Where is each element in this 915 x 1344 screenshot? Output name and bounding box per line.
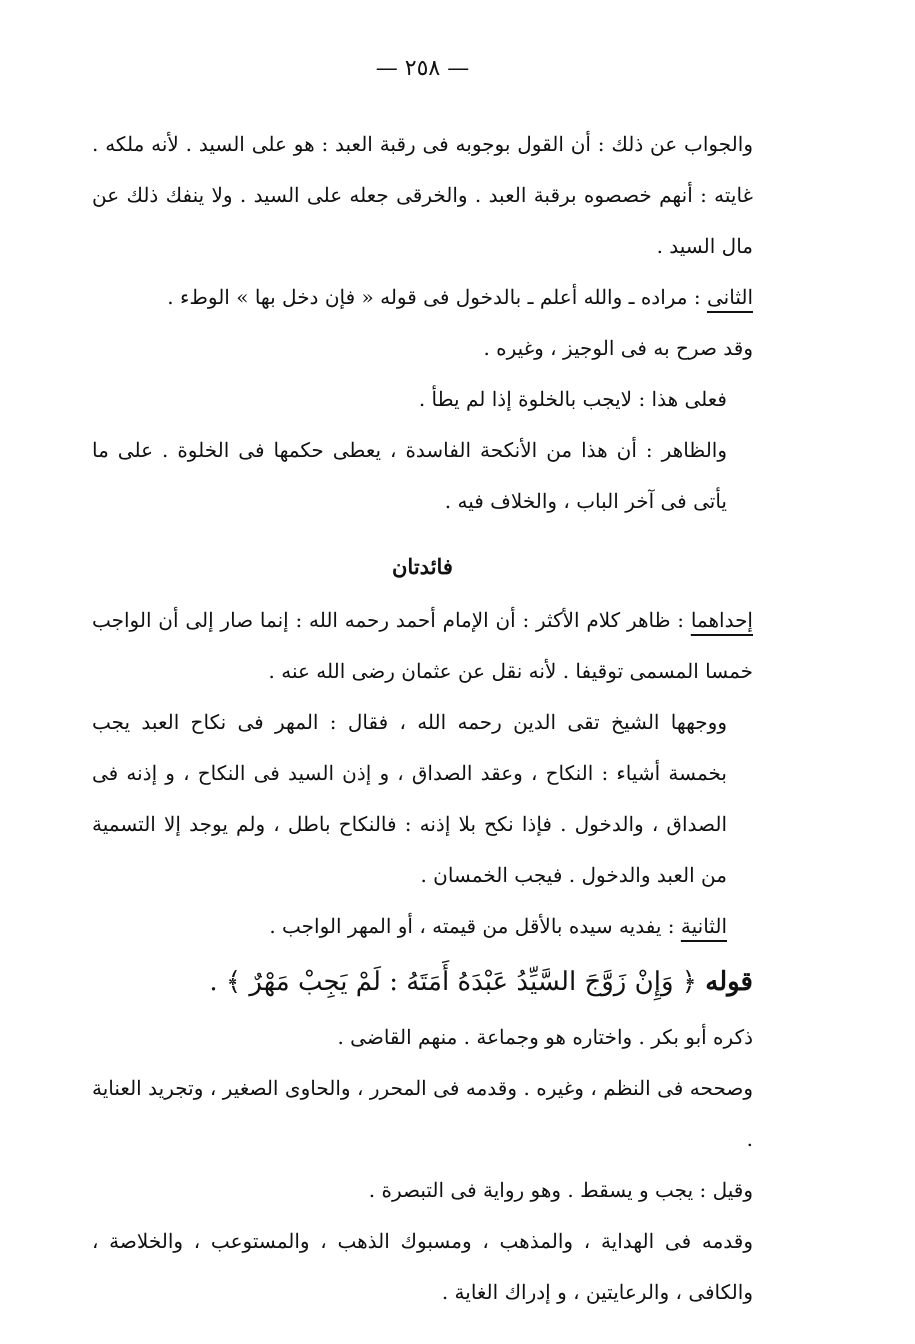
paragraph-second-benefit xyxy=(92,901,753,952)
paragraph-answer: والجواب عن ذلك : أن القول بوجوبه فى رقبة العبد : هو على السيد . لأنه ملكه . غايته : أنهم خصصوه برقبة العبد . والخرقى جعله على السيد . ولا ينفك ذلك عن مال السيد . xyxy=(92,132,753,258)
lead-word-second-benefit: الثانية xyxy=(680,914,727,938)
quoted-text: ﴿ وَإِنْ زَوَّجَ السَّيِّدُ عَبْدَهُ أَمَتَهُ : لَمْ يَجِبْ مَهْرٌ ﴾ . xyxy=(209,967,706,997)
paragraph-second xyxy=(92,272,753,323)
paragraph-qawluhu xyxy=(92,952,753,1012)
paragraph-qila: وقيل : يجب و يسقط . وهو رواية فى التبصرة . xyxy=(368,1178,753,1202)
paragraph-qaddamahu: وقدمه فى الهداية ، والمذهب ، ومسبوك الذهب ، والمستوعب ، والخلاصة ، والكافى ، والرعايتين ، و إدراك الغاية . xyxy=(92,1229,753,1304)
paragraph-zahir: والظاهر : أن هذا من الأنكحة الفاسدة ، يعطى حكمها فى الخلوة . على ما يأتى فى آخر الباب ، والخلاف فيه . xyxy=(92,438,727,513)
paragraph-first-benefit-text: : ظاهر كلام الأكثر : أن الإمام أحمد رحمه الله : إنما صار إلى أن الواجب خمسا المسمى توقيفا . لأنه نقل عن عثمان رضى الله عنه . xyxy=(92,608,753,683)
paragraph-sahhahu: وصححه فى النظم ، وغيره . وقدمه فى المحرر ، والحاوى الصغير ، وتجريد العناية . xyxy=(92,1076,753,1151)
page-number: — ٢٥٨ — xyxy=(375,56,470,81)
lead-word-first: إحداهما xyxy=(690,608,753,632)
paragraph-shaykh: ووجهها الشيخ تقى الدين رحمه الله ، فقال : المهر فى نكاح العبد يجب بخمسة أشياء : النكاح ، وعقد الصداق ، و إذن السيد فى النكاح ، و إذنه فى الصداق ، والدخول . فإذا نكح بلا إذنه : فالنكاح باطل ، ولم يوجد إلا التسمية من العبد والدخول . فيجب الخمسان . xyxy=(92,710,727,887)
lead-word-qawluhu: قوله xyxy=(705,967,753,997)
lead-word-second: الثانى xyxy=(706,285,753,309)
paragraph-first-benefit xyxy=(92,595,753,697)
paragraph-khalwa: فعلى هذا : لايجب بالخلوة إذا لم يطأ . xyxy=(418,387,727,411)
paragraph-wajiz: وقد صرح به فى الوجيز ، وغيره . xyxy=(483,336,753,360)
paragraph-second-text: : مراده ـ والله أعلم ـ بالدخول فى قوله « فإن دخل بها » الوطء . xyxy=(167,285,707,309)
section-heading: فائدتان xyxy=(392,554,453,579)
paragraph-abu-bakr: ذكره أبو بكر . واختاره هو وجماعة . منهم القاضى . xyxy=(337,1025,753,1049)
paragraph-second-benefit-text: : يفديه سيده بالأقل من قيمته ، أو المهر الواجب . xyxy=(269,914,681,938)
